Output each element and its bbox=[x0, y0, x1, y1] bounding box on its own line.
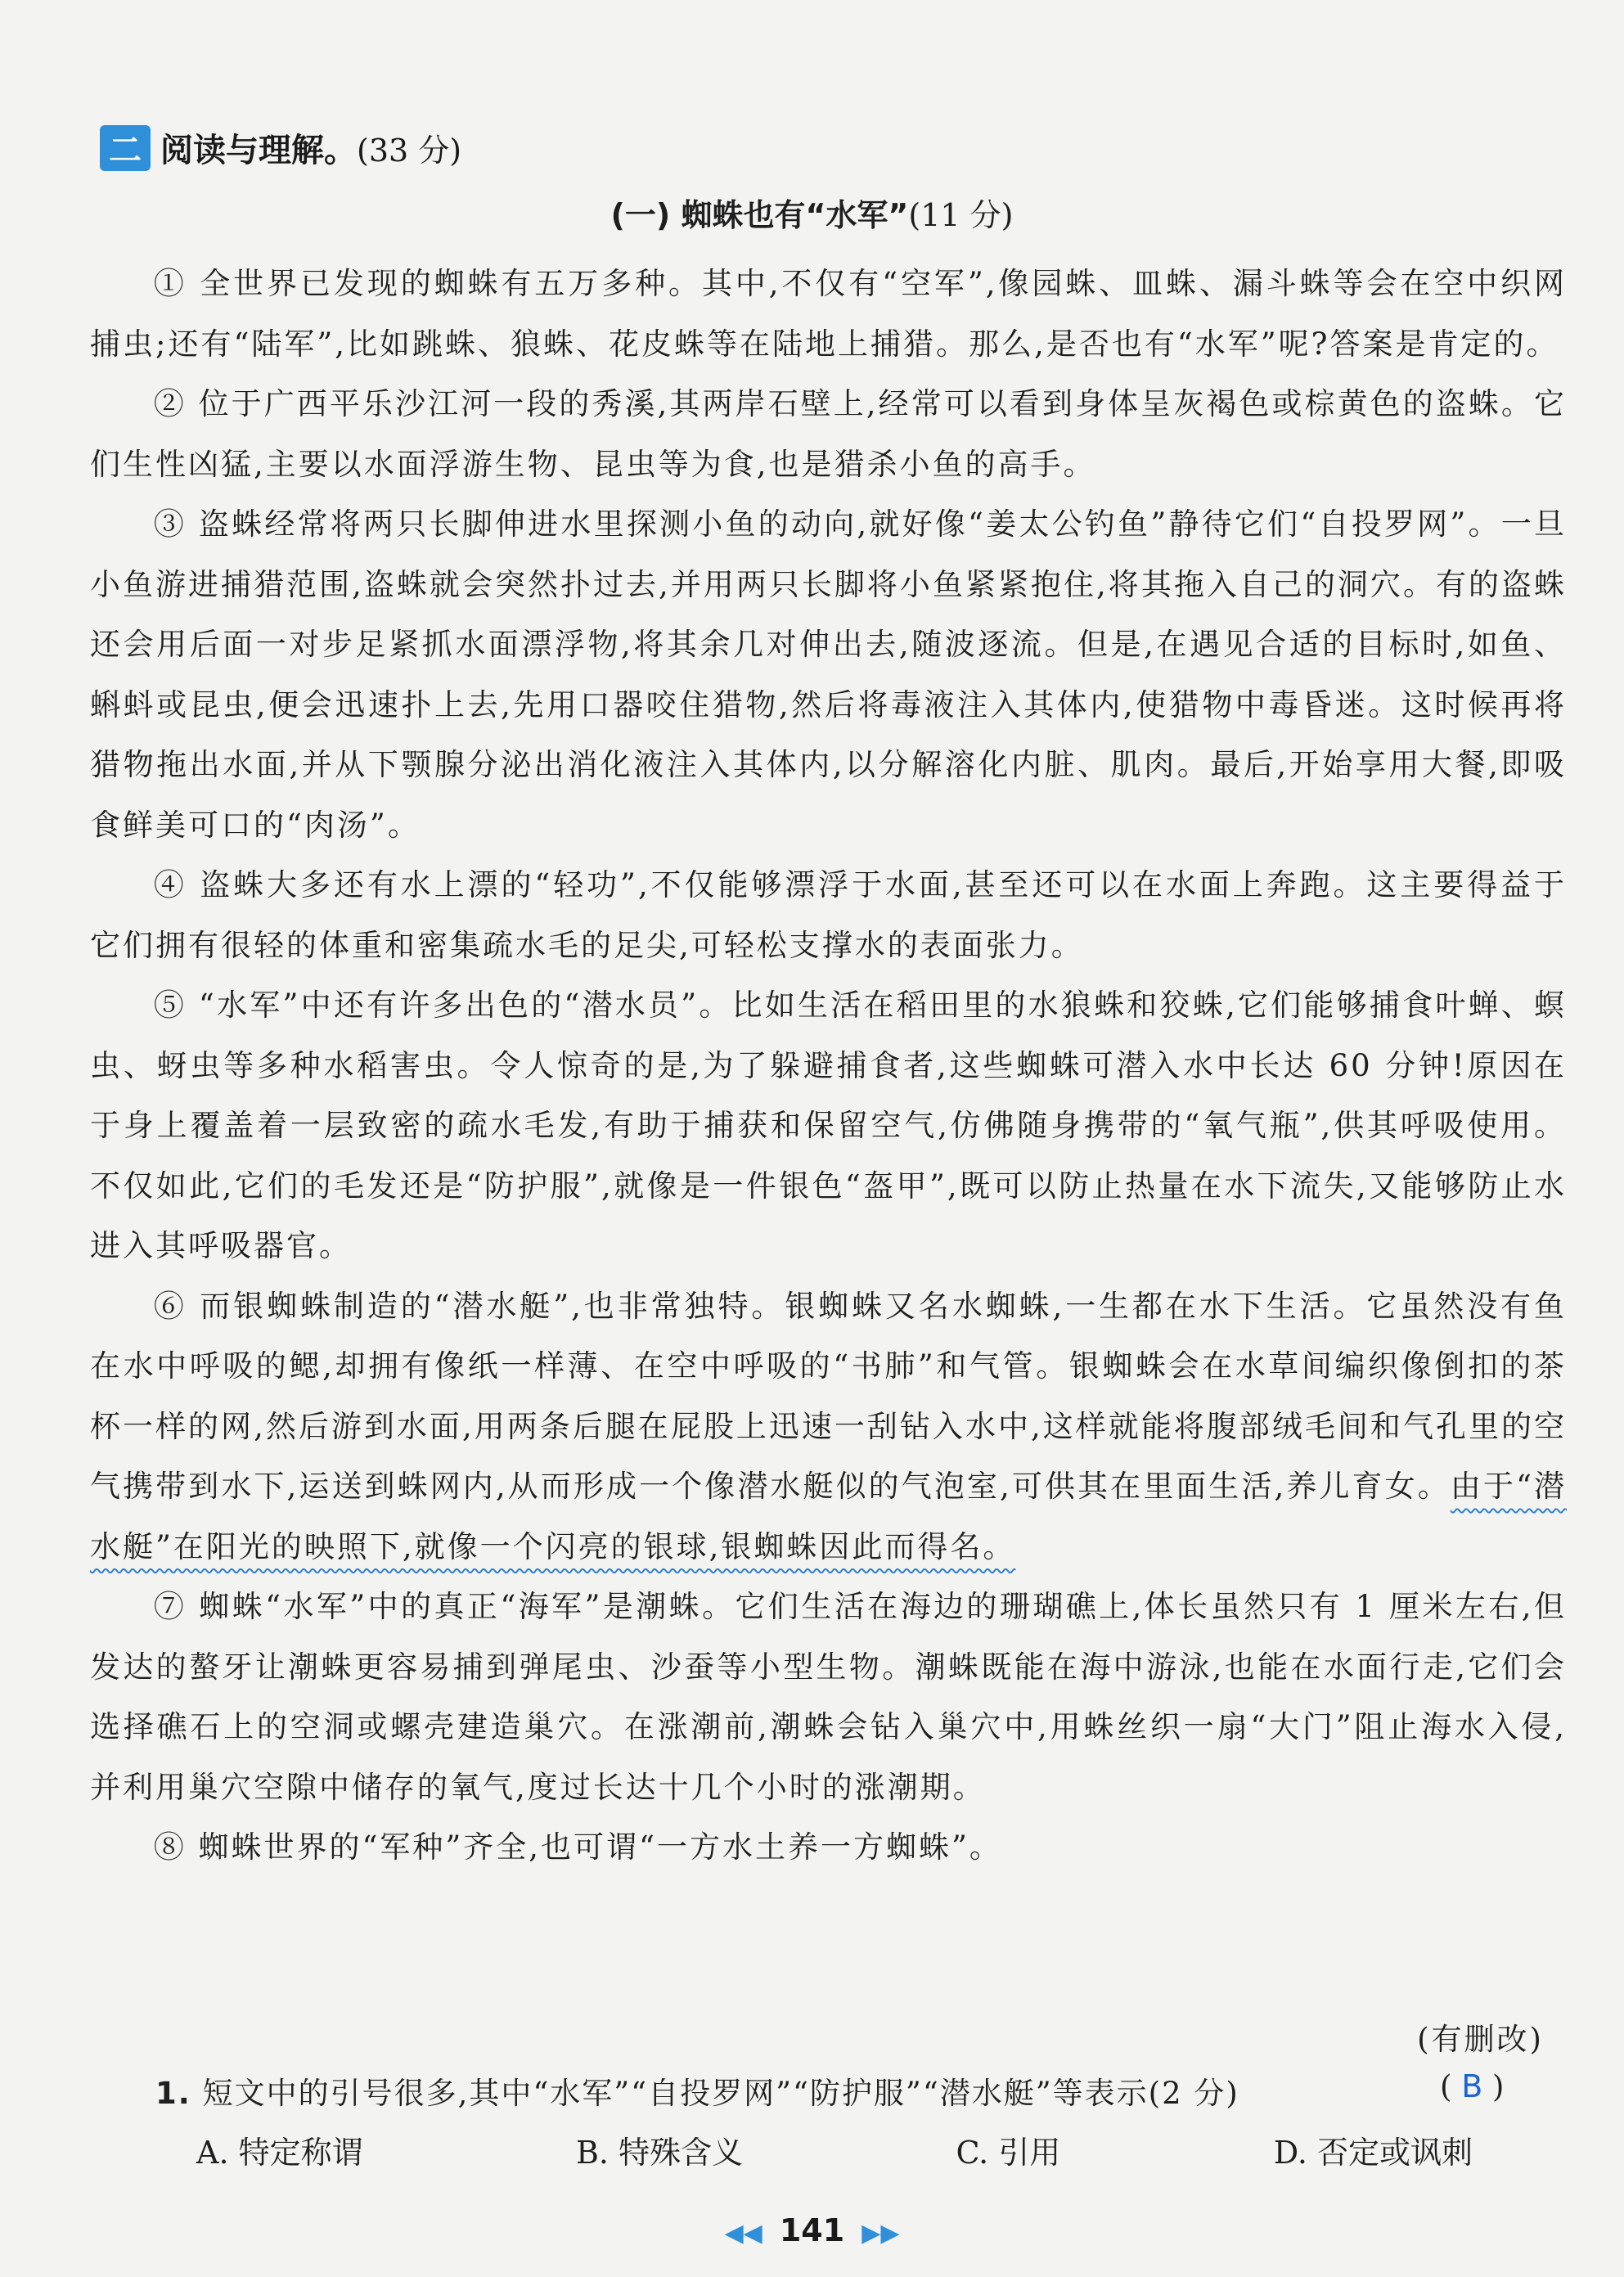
page-number: 141 bbox=[779, 2212, 845, 2248]
section-title-text: 阅读与理解。 bbox=[160, 132, 357, 169]
passage-title-text: (一) 蜘蛛也有“水军” bbox=[610, 197, 909, 233]
page-footer bbox=[0, 2212, 1624, 2248]
passage-title bbox=[0, 190, 1624, 235]
option-b: B. 特殊含义 bbox=[575, 2135, 744, 2171]
section-score: (33 分) bbox=[357, 133, 462, 169]
question-number: 1. bbox=[155, 2076, 191, 2111]
question-text: 短文中的引号很多,其中“水军”“自投罗网”“防护服”“潜水艇”等表示(2 分) bbox=[202, 2076, 1239, 2111]
underlined-sentence: 由于“潜水艇”在阳光的映照下,就像一个闪亮的银球,银蜘蛛因此而得名。 bbox=[90, 1469, 1568, 1564]
answer-options bbox=[196, 2127, 1473, 2172]
paragraph-7: ⑦ 蜘蛛“水军”中的真正“海军”是潮蛛。它们生活在海边的珊瑚礁上,体长虽然只有 1 厘米左右,但发达的螯牙让潮蛛更容易捕到弹尾虫、沙蚕等小型生物。潮蛛既能在海中游泳,也能在水面行走,它们会选择礁石上的空洞或螺壳建造巢穴。在涨潮前,潮蛛会钻入巢穴中,用蛛丝织一扇“大门”阻止海水入侵,并利用巢穴空隙中储存的氧气,度过长达十几个小时的涨潮期。 bbox=[90, 1589, 1567, 1805]
option-c: C. 引用 bbox=[956, 2135, 1061, 2171]
passage-score: (11 分) bbox=[908, 197, 1014, 233]
paragraph-6-text: ⑥ 而银蜘蛛制造的“潜水艇”,也非常独特。银蜘蛛又名水蜘蛛,一生都在水下生活。它虽然没有鱼在水中呼吸的鳃,却拥有像纸一样薄、在空中呼吸的“书肺”和气管。银蜘蛛会在水草间编织像倒扣的茶杯一样的网,然后游到水面,用两条后腿在屁股上迅速一刮钻入水中,这样就能将腹部绒毛间和气孔里的空气携带到水下,运送到蛛网内,从而形成一个像潜水艇似的气泡室,可供其在里面生活,养儿育女。 bbox=[90, 1288, 1567, 1504]
paragraph-5: ⑤ “水军”中还有许多出色的“潜水员”。比如生活在稻田里的水狼蛛和狡蛛,它们能够捕食叶蝉、螟虫、蚜虫等多种水稻害虫。令人惊奇的是,为了躲避捕食者,这些蜘蛛可潜入水中长达 60 分钟!原因在于身上覆盖着一层致密的疏水毛发,有助于捕获和保留空气,仿佛随身携带的“氧气瓶”,供其呼吸使用。不仅如此,它们的毛发还是“防护服”,就像是一件银色“盔甲”,既可以防止热量在水下流失,又能够防止水进入其呼吸器官。 bbox=[90, 988, 1567, 1263]
left-arrows-icon: ◀◀ bbox=[724, 2219, 763, 2248]
paragraph-4: ④ 盗蛛大多还有水上漂的“轻功”,不仅能够漂浮于水面,甚至还可以在水面上奔跑。这主要得益于它们拥有很轻的体重和密集疏水毛的足尖,可轻松支撑水的表面张力。 bbox=[90, 867, 1567, 963]
option-d: D. 否定或讽刺 bbox=[1273, 2135, 1473, 2171]
paragraph-8: ⑧ 蜘蛛世界的“军种”齐全,也可谓“一方水土养一方蜘蛛”。 bbox=[153, 1829, 1002, 1865]
question-1 bbox=[155, 2068, 1546, 2113]
answer-text: B bbox=[1461, 2068, 1483, 2104]
right-arrows-icon: ▶▶ bbox=[861, 2219, 900, 2248]
option-a: A. 特定称谓 bbox=[196, 2135, 363, 2171]
passage-body bbox=[90, 254, 1567, 1878]
answer-paren-close: ) bbox=[1492, 2069, 1505, 2104]
section-number-badge: 二 bbox=[100, 125, 151, 171]
answer-paren-open: ( bbox=[1440, 2069, 1452, 2104]
section-heading bbox=[100, 124, 461, 171]
paragraph-2: ② 位于广西平乐沙江河一段的秀溪,其两岸石壁上,经常可以看到身体呈灰褐色或棕黄色的盗蛛。它们生性凶猛,主要以水面浮游生物、昆虫等为食,也是猎杀小鱼的高手。 bbox=[90, 386, 1567, 482]
paragraph-6 bbox=[90, 1276, 1567, 1577]
paragraph-3: ③ 盗蛛经常将两只长脚伸进水里探测小鱼的动向,就好像“姜太公钓鱼”静待它们“自投罗网”。一旦小鱼游进捕猎范围,盗蛛就会突然扑过去,并用两只长脚将小鱼紧紧抱住,将其拖入自己的洞穴。有的盗蛛还会用后面一对步足紧抓水面漂浮物,将其余几对伸出去,随波逐流。但是,在遇见合适的目标时,如鱼、蝌蚪或昆虫,便会迅速扑上去,先用口器咬住猎物,然后将毒液注入其体内,使猎物中毒昏迷。这时候再将猎物拖出水面,并从下颚腺分泌出消化液注入其体内,以分解溶化内脏、肌肉。最后,开始享用大餐,即吸食鲜美可口的“肉汤”。 bbox=[90, 506, 1567, 843]
section-title bbox=[160, 124, 461, 171]
answer-blank bbox=[1440, 2068, 1504, 2104]
source-note: (有删改) bbox=[1417, 2022, 1544, 2057]
paragraph-1: ① 全世界已发现的蜘蛛有五万多种。其中,不仅有“空军”,像园蛛、皿蛛、漏斗蛛等会在空中织网捕虫;还有“陆军”,比如跳蛛、狼蛛、花皮蛛等在陆地上捕猎。那么,是否也有“水军”呢?答案是肯定的。 bbox=[90, 266, 1567, 362]
